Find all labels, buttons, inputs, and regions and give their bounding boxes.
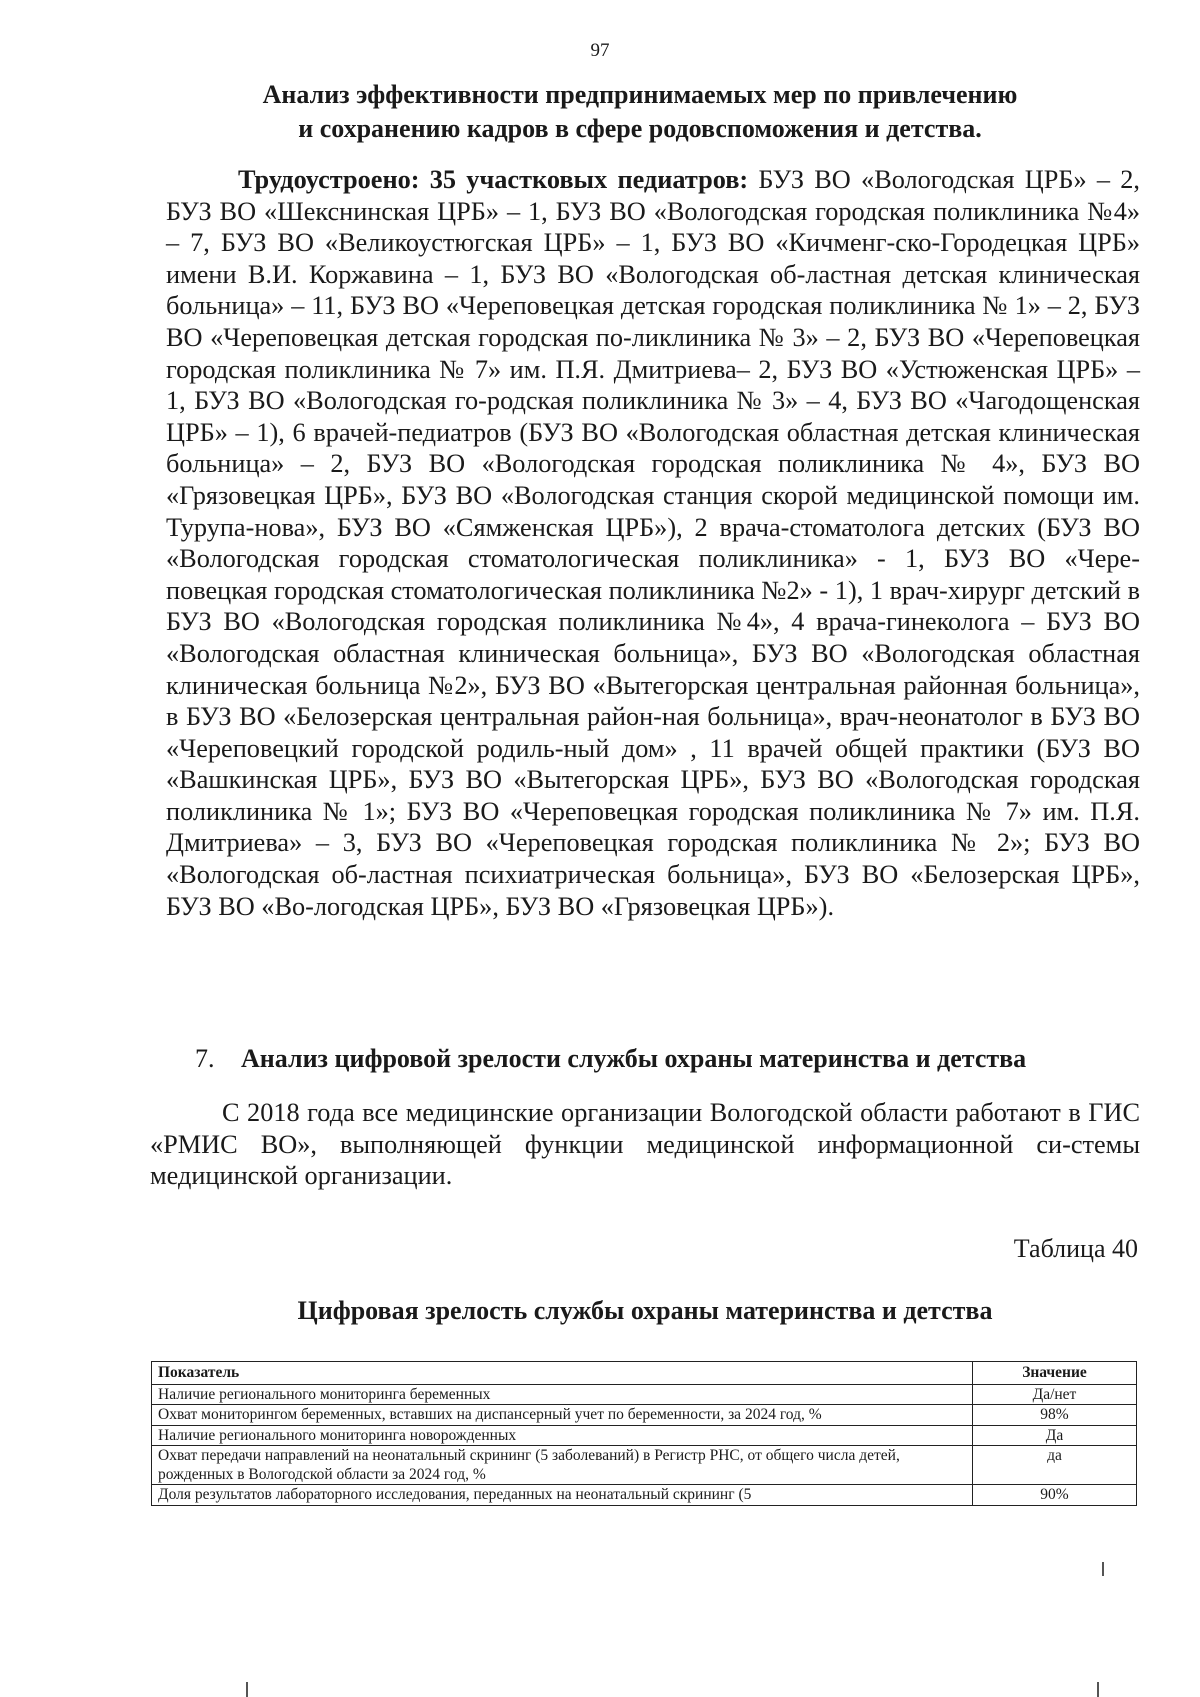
table-row bbox=[152, 1384, 1137, 1405]
table-header-row bbox=[152, 1362, 1137, 1385]
table-row bbox=[152, 1425, 1137, 1446]
staffing-lead: Трудоустроено: 35 участковых педиатров: bbox=[238, 165, 749, 194]
indicator-cell: Наличие регионального мониторинга беременных bbox=[152, 1384, 973, 1405]
table-caption: Таблица 40 bbox=[1013, 1234, 1138, 1263]
page-number: 97 bbox=[590, 40, 610, 61]
value-cell: Да/нет bbox=[972, 1384, 1136, 1405]
digital-paragraph: С 2018 года все медицинские организации Вологодской области работают в ГИС «РМИС ВО», выполняющей функции медицинской информационной си-стемы медицинской организации. bbox=[150, 1098, 1140, 1191]
indicator-cell: Наличие регионального мониторинга новорожденных bbox=[152, 1425, 973, 1446]
digital-maturity-table bbox=[151, 1361, 1137, 1506]
staffing-text: БУЗ ВО «Вологодская ЦРБ» – 2, БУЗ ВО «Шекснинская ЦРБ» – 1, БУЗ ВО «Вологодская городская поликлиника №4» – 7, БУЗ ВО «Великоустюгская ЦРБ» – 1, БУЗ ВО «Кичменг-ско-Городецкая ЦРБ» имени В.И. Коржавина – 1, БУЗ ВО «Вологодская об-ластная детская клиническая больница» – 11, БУЗ ВО «Череповецкая детская городская поликлиника № 1» – 2, БУЗ ВО «Череповецкая детская городская по-ликлиника № 3» – 2, БУЗ ВО «Череповецкая городская поликлиника № 7» им. П.Я. Дмитриева– 2, БУЗ ВО «Устюженская ЦРБ» – 1, БУЗ ВО «Вологодская го-родская поликлиника № 3» – 4, БУЗ ВО «Чагодощенская ЦРБ» – 1), 6 врачей-педиатров (БУЗ ВО «Вологодская областная детская клиническая больница» – 2, БУЗ ВО «Вологодская городская поликлиника № 4», БУЗ ВО «Грязовецкая ЦРБ», БУЗ ВО «Вологодская станция скорой медицинской помощи им. Турупа-нова», БУЗ ВО «Сямженская ЦРБ»), 2 врача-стоматолога детских (БУЗ ВО «Вологодская городская стоматологическая поликлиника» - 1, БУЗ ВО «Чере-повецкая городская стоматологическая поликлиника №2» - 1), 1 врач-хирург детский в БУЗ ВО «Вологодская городская поликлиника №4», 4 врача-гинеколога – БУЗ ВО «Вологодская областная клиническая больница», БУЗ ВО «Вологодская областная клиническая больница №2», БУЗ ВО «Вытегорская центральная районная больница», в БУЗ ВО «Белозерская центральная район-ная больница», врач-неонатолог в БУЗ ВО «Череповецкий городской родиль-ный дом» , 11 врачей общей практики (БУЗ ВО «Вашкинская ЦРБ», БУЗ ВО «Вытегорская ЦРБ», БУЗ ВО «Вологодская городская поликлиника № 1»; БУЗ ВО «Череповецкая городская поликлиника № 7» им. П.Я. Дмитриева» – 3, БУЗ ВО «Череповецкая городская поликлиника № 2»; БУЗ ВО «Вологодская об-ластная психиатрическая больница», БУЗ ВО «Белозерская ЦРБ», БУЗ ВО «Во-логодская ЦРБ», БУЗ ВО «Грязовецкая ЦРБ»). bbox=[166, 165, 1140, 921]
staffing-paragraph bbox=[166, 164, 1140, 922]
section-heading bbox=[195, 1042, 1145, 1076]
column-header-indicator: Показатель bbox=[152, 1362, 973, 1385]
page-heading bbox=[160, 78, 1120, 146]
value-cell: 90% bbox=[972, 1485, 1136, 1506]
scan-artifact bbox=[1097, 1682, 1099, 1697]
value-cell: 98% bbox=[972, 1405, 1136, 1426]
section-number: 7. bbox=[195, 1044, 215, 1073]
table-row bbox=[152, 1485, 1137, 1506]
value-cell: да bbox=[972, 1446, 1136, 1485]
page-heading-line-2: и сохранению кадров в сфере родовспоможения и детства. bbox=[298, 114, 982, 143]
table-row bbox=[152, 1446, 1137, 1485]
table-title: Цифровая зрелость службы охраны материнства и детства bbox=[297, 1296, 993, 1325]
indicator-cell: Доля результатов лабораторного исследования, переданных на неонатальный скрининг (5 bbox=[152, 1485, 973, 1506]
table-row bbox=[152, 1405, 1137, 1426]
page-heading-line-1: Анализ эффективности предпринимаемых мер по привлечению bbox=[262, 80, 1018, 109]
scan-artifact bbox=[1102, 1562, 1104, 1576]
indicator-cell: Охват мониторингом беременных, вставших на диспансерный учет по беременности, за 2024 год, % bbox=[152, 1405, 973, 1426]
section-title: Анализ цифровой зрелости службы охраны материнства и детства bbox=[241, 1044, 1027, 1073]
column-header-value: Значение bbox=[972, 1362, 1136, 1385]
scan-artifact bbox=[246, 1682, 248, 1697]
indicator-cell: Охват передачи направлений на неонатальный скрининг (5 заболеваний) в Регистр РНС, от общего числа детей, рожденных в Вологодской области за 2024 год, % bbox=[152, 1446, 973, 1485]
value-cell: Да bbox=[972, 1425, 1136, 1446]
